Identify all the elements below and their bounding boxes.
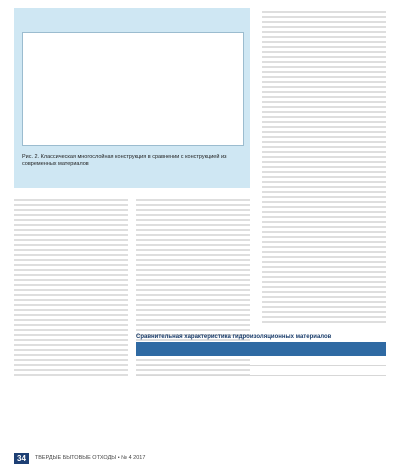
table-header [136,342,386,356]
comparison-figure [14,8,250,188]
comparison-table [136,334,386,376]
table-row [136,356,386,366]
cross-section-diagram [22,32,244,146]
journal-title: ТВЕРДЫЕ БЫТОВЫЕ ОТХОДЫ • № 4 2017 [34,455,146,461]
text-column-left [14,196,128,376]
table-title: Сравнительная характеристика гидроизоляционных материалов [136,334,332,340]
page-number: 34 [14,453,29,464]
table-row [136,366,386,376]
figure-caption: Рис. 2. Классическая многослойная конструкция в сравнении с конструкцией из современных материалов [22,154,227,167]
text-column-right [262,8,386,326]
page-footer [14,452,386,464]
